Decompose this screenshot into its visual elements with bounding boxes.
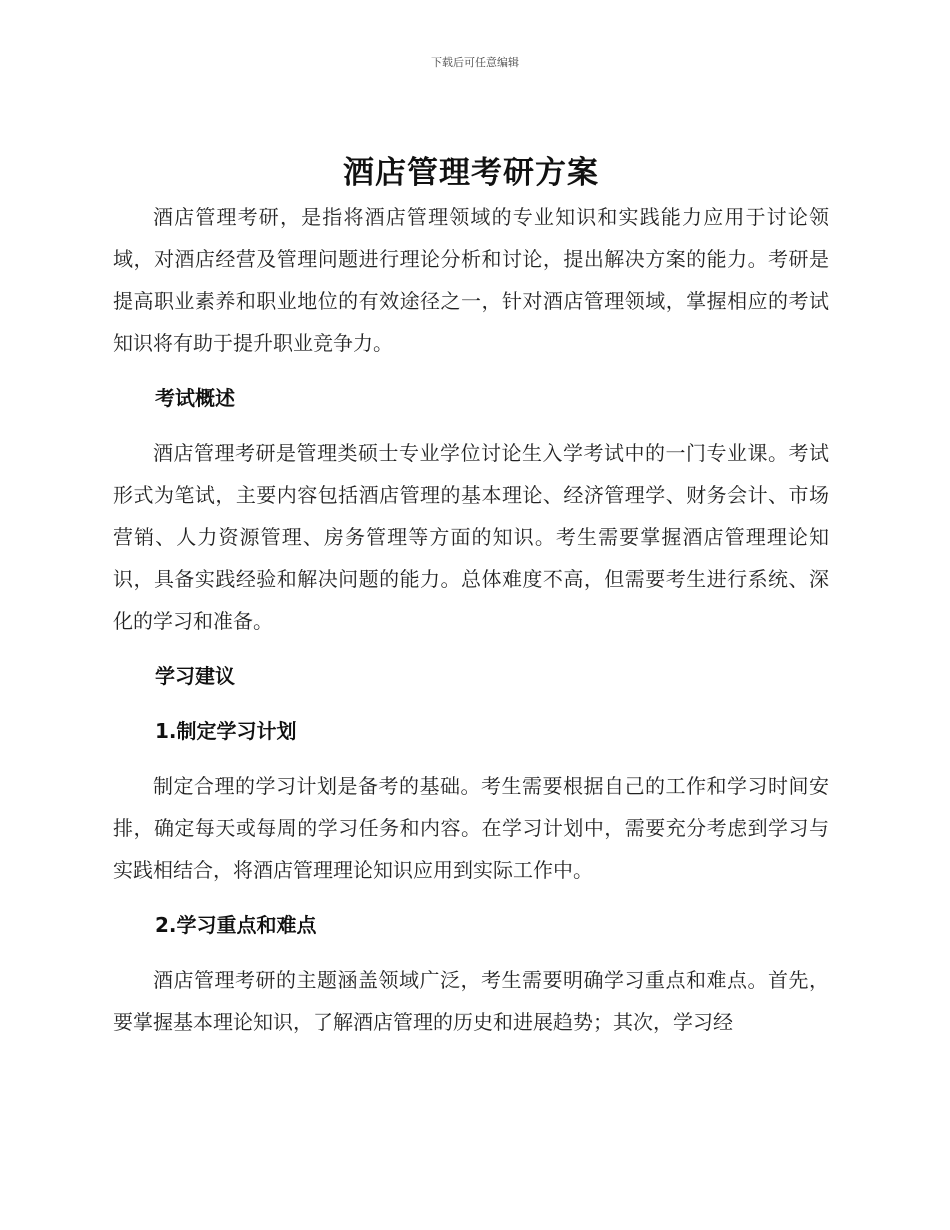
overview-heading: 考试概述 xyxy=(155,386,235,410)
overview-paragraph: 酒店管理考研是管理类硕士专业学位讨论生入学考试中的一门专业课。考试形式为笔试，主要内容包括酒店管理的基本理论、经济管理学、财务会计、市场营销、人力资源管理、房务管理等方面的知识。考生需要掌握酒店管理理论知识，具备实践经验和解决问题的能力。总体难度不高，但需要考生进行系统、深化的学习和准备。 xyxy=(113,441,829,633)
advice-heading: 学习建议 xyxy=(155,664,235,688)
plan-heading: 1.制定学习计划 xyxy=(155,719,297,743)
plan-paragraph: 制定合理的学习计划是备考的基础。考生需要根据自己的工作和学习时间安排，确定每天或每周的学习任务和内容。在学习计划中，需要充分考虑到学习与实践相结合，将酒店管理理论知识应用到实际工作中。 xyxy=(113,774,829,882)
focus-paragraph: 酒店管理考研的主题涵盖领域广泛，考生需要明确学习重点和难点。首先，要掌握基本理论知识，了解酒店管理的历史和进展趋势；其次，学习经 xyxy=(113,968,829,1034)
document-body xyxy=(113,150,829,1043)
header-note: 下载后可任意编辑 xyxy=(431,56,519,69)
focus-heading: 2.学习重点和难点 xyxy=(155,913,317,937)
intro-paragraph: 酒店管理考研，是指将酒店管理领域的专业知识和实践能力应用于讨论领域，对酒店经营及管理问题进行理论分析和讨论，提出解决方案的能力。考研是提高职业素养和职业地位的有效途径之一，针对酒店管理领域，掌握相应的考试知识将有助于提升职业竞争力。 xyxy=(113,205,829,355)
document-title: 酒店管理考研方案 xyxy=(343,155,599,191)
